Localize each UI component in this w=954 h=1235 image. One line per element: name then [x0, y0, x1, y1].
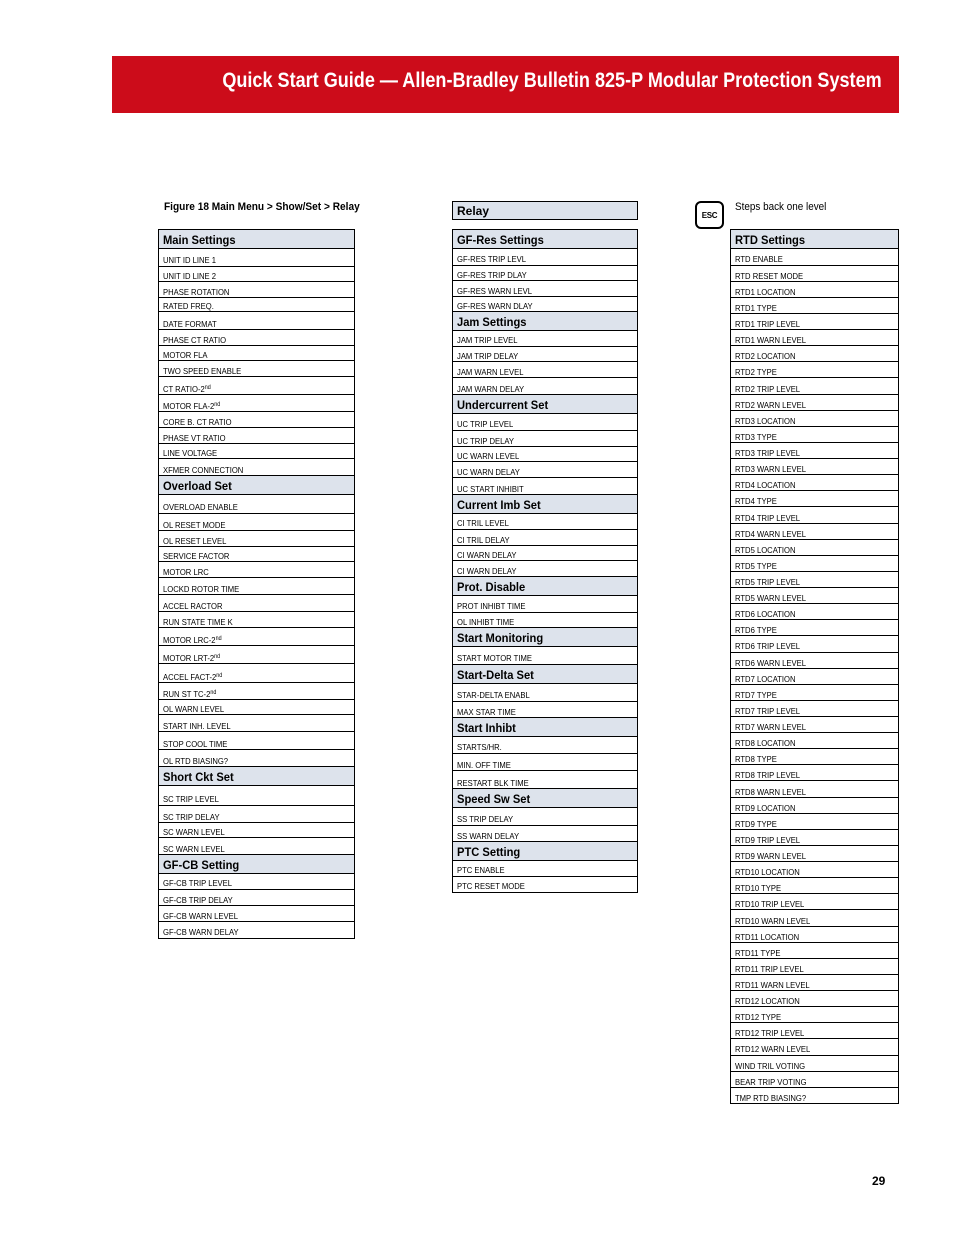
section-header — [159, 229, 354, 249]
menu-item — [159, 443, 354, 459]
menu-item-label: RTD1 TRIP LEVEL — [735, 319, 801, 330]
section-header — [159, 766, 354, 786]
menu-item-label: XFMER CONNECTION — [163, 464, 244, 475]
menu-item — [731, 442, 898, 459]
menu-item-label: RTD5 LOCATION — [735, 544, 796, 555]
menu-item-label: GF-CB WARN LEVEL — [163, 911, 238, 921]
menu-item-label: UC START INHIBIT — [457, 483, 524, 494]
menu-item-label: OVERLOAD ENABLE — [163, 502, 238, 512]
menu-item-label: OL RESET MODE — [163, 520, 226, 530]
menu-item — [159, 546, 354, 562]
menu-item — [731, 555, 898, 572]
menu-item — [731, 377, 898, 394]
section-header — [453, 576, 637, 596]
section-title: Start-Delta Set — [457, 668, 534, 682]
menu-item-label: OL RESET LEVEL — [163, 536, 227, 546]
menu-item-label: SERVICE FACTOR — [163, 551, 230, 561]
section-title: GF-CB Setting — [163, 857, 240, 872]
section-header — [731, 229, 898, 249]
menu-item-label: GF-CB TRIP LEVEL — [163, 878, 233, 888]
menu-item — [453, 377, 637, 395]
relay-menu-title: Relay — [457, 204, 490, 218]
menu-item-label: MOTOR FLA-2nd — [163, 400, 221, 411]
menu-item-label: RTD10 WARN LEVEL — [735, 915, 811, 926]
menu-item-label: RTD9 LOCATION — [735, 802, 796, 813]
menu-item — [159, 345, 354, 361]
menu-item-label: JAM WARN LEVEL — [457, 367, 524, 377]
menu-item-label: TWO SPEED ENABLE — [163, 365, 242, 376]
section-title: Current Imb Set — [457, 497, 541, 512]
menu-item — [731, 1038, 898, 1055]
menu-item-label: RESTART BLK TIME — [457, 778, 529, 788]
menu-item — [159, 249, 354, 266]
menu-item — [731, 394, 898, 411]
menu-item-label: RTD5 TYPE — [735, 560, 777, 571]
menu-item — [159, 873, 354, 889]
menu-item — [159, 822, 354, 838]
menu-item — [159, 513, 354, 531]
menu-item-label: RTD1 WARN LEVEL — [735, 335, 807, 346]
menu-item-label: MOTOR FLA — [163, 349, 208, 360]
section-header — [453, 841, 637, 861]
menu-item-label: RTD1 LOCATION — [735, 286, 796, 297]
menu-item-label: GF-CB WARN DELAY — [163, 927, 239, 937]
menu-item-label: RTD9 WARN LEVEL — [735, 851, 807, 862]
menu-item — [159, 458, 354, 476]
menu-column-rtd — [730, 229, 899, 1104]
menu-item-label: RTD3 LOCATION — [735, 415, 796, 426]
menu-item-label: RTD7 LOCATION — [735, 673, 796, 684]
menu-item-label: RTD7 TYPE — [735, 689, 777, 700]
menu-item-label: RTD1 TYPE — [735, 302, 777, 313]
menu-item-label: ACCEL RACTOR — [163, 601, 223, 611]
menu-item — [159, 699, 354, 715]
menu-item-label: RTD5 WARN LEVEL — [735, 593, 807, 604]
menu-item-label: STOP COOL TIME — [163, 739, 228, 749]
menu-item-label: PTC ENABLE — [457, 865, 505, 875]
menu-item — [159, 714, 354, 732]
menu-item-label: GF-RES TRIP DLAY — [457, 269, 527, 280]
menu-item-label: RTD8 WARN LEVEL — [735, 786, 807, 797]
menu-item — [731, 523, 898, 540]
menu-item-label: RTD6 LOCATION — [735, 609, 796, 620]
menu-item-label: SS TRIP DELAY — [457, 813, 514, 824]
menu-item — [453, 529, 637, 546]
menu-item-label: RTD9 TYPE — [735, 818, 777, 829]
menu-item-label: JAM TRIP LEVEL — [457, 335, 518, 345]
menu-item — [159, 411, 354, 428]
menu-item-label: RTD12 WARN LEVEL — [735, 1044, 811, 1055]
menu-item-label: RTD7 WARN LEVEL — [735, 722, 807, 733]
menu-item — [159, 921, 354, 938]
menu-item — [159, 645, 354, 664]
menu-item-label: CI TRIL LEVEL — [457, 518, 509, 528]
menu-item — [731, 877, 898, 894]
menu-item — [731, 506, 898, 523]
menu-item-label: LOCKD ROTOR TIME — [163, 584, 240, 594]
menu-item-label: WIND TRIL VOTING — [735, 1060, 806, 1071]
menu-item — [731, 603, 898, 620]
menu-item — [453, 860, 637, 876]
menu-item — [453, 280, 637, 297]
menu-item-label: RTD4 LOCATION — [735, 480, 796, 491]
menu-item — [453, 825, 637, 842]
menu-item — [731, 748, 898, 765]
menu-item — [453, 430, 637, 447]
section-header — [453, 229, 637, 249]
menu-item — [453, 684, 637, 701]
ordinal-suffix: nd — [210, 690, 217, 696]
menu-item — [453, 545, 637, 561]
menu-item-label: GF-RES WARN LEVL — [457, 285, 532, 296]
menu-item-label: RTD11 TRIP LEVEL — [735, 963, 804, 974]
menu-item — [159, 749, 354, 767]
menu-item — [731, 958, 898, 975]
section-title: PTC Setting — [457, 844, 521, 859]
menu-item — [731, 797, 898, 814]
menu-item — [453, 330, 637, 346]
menu-item — [731, 539, 898, 556]
menu-item — [731, 926, 898, 943]
esc-description: Steps back one level — [735, 201, 827, 213]
section-title: RTD Settings — [735, 233, 806, 247]
menu-item — [453, 876, 637, 892]
menu-item-label: CI WARN DELAY — [457, 566, 517, 576]
menu-item — [159, 561, 354, 578]
section-title: Speed Sw Set — [457, 792, 531, 806]
menu-item-label: STAR-DELTA ENABL — [457, 689, 530, 700]
menu-item-label: SC WARN LEVEL — [163, 826, 225, 837]
menu-item — [453, 414, 637, 430]
menu-item — [159, 627, 354, 646]
section-header — [453, 627, 637, 647]
menu-item-label: UNIT ID LINE 1 — [163, 254, 217, 265]
menu-item — [731, 700, 898, 717]
menu-item-label: RTD3 WARN LEVEL — [735, 464, 807, 475]
menu-item-label: SC TRIP LEVEL — [163, 793, 219, 804]
menu-item — [453, 477, 637, 495]
menu-item-label: LINE VOLTAGE — [163, 447, 218, 458]
menu-item-label: OL INHIBT TIME — [457, 616, 515, 627]
menu-item — [731, 474, 898, 491]
menu-item — [159, 805, 354, 823]
menu-item-label: PHASE ROTATION — [163, 286, 230, 297]
menu-item — [731, 732, 898, 749]
menu-item-label: STARTS/HR. — [457, 742, 502, 752]
menu-item — [159, 266, 354, 282]
menu-item — [453, 513, 637, 529]
menu-item — [159, 376, 354, 395]
menu-item — [731, 1022, 898, 1039]
menu-item — [453, 736, 637, 753]
menu-item-label: RTD2 LOCATION — [735, 351, 796, 362]
menu-item — [731, 249, 898, 265]
figure-caption: Figure 18 Main Menu > Show/Set > Relay — [164, 201, 360, 213]
menu-item — [159, 530, 354, 547]
menu-item-label: GF-RES WARN DLAY — [457, 300, 533, 311]
menu-item-label: UNIT ID LINE 2 — [163, 270, 217, 281]
menu-item — [453, 249, 637, 265]
section-header — [453, 311, 637, 331]
menu-item-label: CORE B. CT RATIO — [163, 416, 232, 427]
menu-item-label: UC TRIP DELAY — [457, 435, 514, 446]
ordinal-suffix: nd — [204, 384, 211, 391]
menu-item — [731, 1006, 898, 1023]
menu-item — [453, 612, 637, 628]
menu-item-label: SS WARN DELAY — [457, 830, 520, 841]
menu-item — [159, 682, 354, 700]
section-header — [453, 717, 637, 737]
esc-key-icon — [695, 201, 724, 229]
menu-item-label: RTD8 TRIP LEVEL — [735, 770, 801, 781]
menu-item — [159, 731, 354, 750]
menu-item-label: RTD RESET MODE — [735, 270, 804, 281]
menu-item — [159, 611, 354, 628]
menu-item — [731, 893, 898, 910]
menu-item-label: MIN. OFF TIME — [457, 760, 511, 770]
menu-item-label: JAM TRIP DELAY — [457, 351, 519, 361]
menu-item-label: RUN ST TC-2nd — [163, 689, 217, 699]
menu-item — [731, 313, 898, 330]
menu-item — [731, 458, 898, 475]
menu-item-label: RTD5 TRIP LEVEL — [735, 577, 801, 587]
menu-item-label: RTD ENABLE — [735, 253, 783, 264]
menu-item-label: CI TRIL DELAY — [457, 535, 510, 545]
menu-item — [731, 780, 898, 797]
menu-item-label: RATED FREQ. — [163, 300, 214, 311]
menu-item-label: RTD6 TRIP LEVEL — [735, 641, 801, 652]
menu-item-label: CT RATIO-2nd — [163, 383, 211, 394]
section-title: Overload Set — [163, 478, 232, 493]
menu-item-label: GF-CB TRIP DELAY — [163, 895, 233, 905]
menu-item — [453, 646, 637, 664]
section-header — [453, 494, 637, 514]
menu-item — [159, 281, 354, 298]
menu-item — [731, 974, 898, 991]
menu-item-label: JAM WARN DELAY — [457, 384, 525, 394]
menu-item — [731, 265, 898, 282]
menu-item-label: RTD11 WARN LEVEL — [735, 980, 810, 990]
menu-item — [731, 668, 898, 685]
menu-item — [453, 461, 637, 478]
menu-item — [453, 296, 637, 312]
menu-item — [159, 329, 354, 346]
menu-item — [159, 311, 354, 330]
menu-item-label: UC WARN LEVEL — [457, 450, 520, 461]
menu-item — [731, 861, 898, 878]
section-title: GF-Res Settings — [457, 233, 544, 247]
menu-item-label: RTD12 TRIP LEVEL — [735, 1028, 805, 1039]
menu-item-label: SC TRIP DELAY — [163, 811, 220, 822]
menu-item-label: DATE FORMAT — [163, 318, 217, 329]
menu-item-label: RTD7 TRIP LEVEL — [735, 705, 801, 716]
menu-item — [453, 265, 637, 281]
menu-item-label: OL RTD BIASING? — [163, 756, 229, 766]
menu-item-label: UC TRIP LEVEL — [457, 418, 514, 429]
menu-item — [159, 494, 354, 513]
menu-item-label: RTD12 TYPE — [735, 1012, 782, 1023]
menu-item — [731, 716, 898, 733]
menu-item-label: RTD8 TYPE — [735, 754, 777, 765]
menu-item — [731, 329, 898, 346]
menu-item — [159, 594, 354, 612]
menu-item — [731, 1055, 898, 1072]
menu-item — [731, 619, 898, 636]
ordinal-suffix: nd — [215, 636, 222, 642]
menu-item-label: RTD2 TRIP LEVEL — [735, 383, 801, 394]
menu-item — [453, 446, 637, 462]
section-title: Main Settings — [163, 233, 236, 247]
menu-item — [453, 596, 637, 612]
menu-item-label: MOTOR LRC — [163, 567, 209, 577]
menu-item — [159, 905, 354, 922]
menu-item-label: RTD6 WARN LEVEL — [735, 657, 807, 668]
menu-item — [731, 345, 898, 362]
menu-item — [453, 701, 637, 718]
section-title: Start Inhibt — [457, 720, 516, 735]
menu-item-label: MOTOR LRC-2nd — [163, 635, 222, 645]
menu-item-label: RTD11 LOCATION — [735, 931, 800, 942]
menu-item-label: RTD10 LOCATION — [735, 867, 800, 878]
relay-menu-box — [452, 201, 638, 220]
menu-item — [731, 635, 898, 652]
menu-item — [731, 490, 898, 507]
menu-item — [159, 786, 354, 805]
section-title: Undercurrent Set — [457, 398, 549, 412]
esc-key-label: ESC — [701, 210, 718, 220]
menu-item-label: TMP RTD BIASING? — [735, 1092, 807, 1103]
menu-item-label: RTD12 LOCATION — [735, 996, 800, 1007]
menu-item-label: RTD4 WARN LEVEL — [735, 528, 807, 539]
menu-item — [731, 1087, 898, 1104]
menu-item-label: OL WARN LEVEL — [163, 704, 225, 714]
menu-item — [453, 808, 637, 825]
menu-item-label: RTD4 TRIP LEVEL — [735, 512, 801, 523]
menu-item — [159, 427, 354, 444]
ordinal-suffix: nd — [214, 654, 221, 660]
menu-item-label: UC WARN DELAY — [457, 466, 520, 477]
menu-item-label: PROT INHIBT TIME — [457, 600, 526, 611]
menu-item — [731, 587, 898, 604]
menu-item — [159, 297, 354, 312]
menu-item — [159, 394, 354, 412]
menu-item-label: RTD3 TRIP LEVEL — [735, 448, 801, 459]
section-title: Start Monitoring — [457, 630, 544, 645]
section-title: Jam Settings — [457, 314, 527, 329]
menu-item — [159, 577, 354, 595]
menu-item — [731, 942, 898, 959]
menu-item-label: MAX STAR TIME — [457, 706, 516, 717]
title-banner — [112, 56, 899, 113]
menu-item — [731, 764, 898, 781]
menu-item-label: GF-RES TRIP LEVL — [457, 253, 527, 264]
menu-item — [731, 571, 898, 588]
menu-item — [159, 889, 354, 906]
section-header — [159, 854, 354, 874]
menu-item-label: PHASE VT RATIO — [163, 432, 226, 443]
ordinal-suffix: nd — [214, 401, 221, 408]
menu-item-label: PHASE CT RATIO — [163, 334, 227, 345]
menu-item-label: BEAR TRIP VOTING — [735, 1076, 807, 1087]
menu-item-label: RUN STATE TIME K — [163, 617, 233, 627]
menu-item — [159, 360, 354, 377]
menu-item-label: SC WARN LEVEL — [163, 843, 225, 854]
menu-item-label: ACCEL FACT-2nd — [163, 672, 223, 682]
menu-item — [453, 560, 637, 577]
ordinal-suffix: nd — [216, 673, 223, 679]
menu-item-label: RTD11 TYPE — [735, 947, 781, 958]
section-header — [453, 788, 637, 808]
menu-item — [731, 410, 898, 427]
menu-item-label: RTD3 TYPE — [735, 431, 777, 442]
menu-column-main — [158, 229, 355, 939]
menu-item — [159, 837, 354, 855]
menu-item-label: RTD9 TRIP LEVEL — [735, 834, 801, 845]
menu-item — [731, 684, 898, 701]
menu-item — [731, 990, 898, 1007]
menu-item — [453, 753, 637, 771]
menu-item-label: RTD8 LOCATION — [735, 738, 796, 749]
section-header — [453, 664, 637, 684]
menu-item — [731, 281, 898, 298]
menu-item-label: RTD10 TYPE — [735, 883, 782, 894]
section-title: Prot. Disable — [457, 580, 526, 594]
menu-item — [159, 663, 354, 683]
menu-item — [731, 297, 898, 314]
section-header — [453, 394, 637, 414]
menu-item — [731, 426, 898, 443]
menu-item-label: START INH. LEVEL — [163, 721, 231, 731]
menu-item-label: RTD2 WARN LEVEL — [735, 399, 807, 410]
menu-item-label: RTD10 TRIP LEVEL — [735, 899, 805, 910]
menu-item-label: MOTOR LRT-2nd — [163, 653, 221, 663]
menu-item — [731, 909, 898, 926]
menu-item-label: RTD4 TYPE — [735, 496, 777, 507]
menu-item — [731, 829, 898, 846]
section-header — [159, 475, 354, 495]
menu-item — [731, 361, 898, 378]
menu-item — [453, 770, 637, 789]
menu-item — [731, 652, 898, 669]
menu-item — [731, 845, 898, 862]
menu-item-label: PTC RESET MODE — [457, 881, 525, 891]
menu-item — [453, 346, 637, 362]
menu-item — [453, 361, 637, 378]
menu-item-label: RTD6 TYPE — [735, 625, 777, 636]
menu-column-protection — [452, 229, 638, 893]
menu-item-label: RTD2 TYPE — [735, 367, 777, 378]
section-title: Short Ckt Set — [163, 770, 234, 784]
menu-item-label: CI WARN DELAY — [457, 550, 517, 560]
page-number: 29 — [872, 1174, 886, 1188]
page-title: Quick Start Guide — Allen-Bradley Bulletin 825-P Modular Protection System — [222, 69, 882, 92]
menu-item — [731, 1071, 898, 1088]
menu-item-label: START MOTOR TIME — [457, 653, 532, 663]
menu-item — [731, 813, 898, 830]
